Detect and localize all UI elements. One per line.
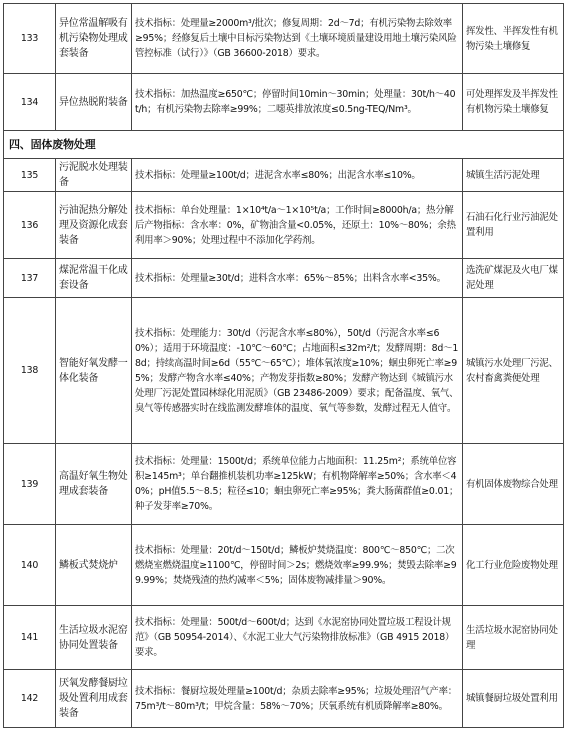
application-scope: 挥发性、半挥发性有机物污染土壤修复 — [463, 4, 564, 74]
section-header-row — [4, 131, 564, 159]
row-number: 139 — [4, 444, 56, 525]
application-scope: 选洗矿煤泥及火电厂煤泥处理 — [463, 259, 564, 298]
application-scope: 城镇污水处理厂污泥、农村畜禽粪便处理 — [463, 298, 564, 444]
equipment-table — [3, 3, 564, 728]
table-row — [4, 259, 564, 298]
equipment-name: 异位常温解吸有机污染物处理成套装备 — [56, 4, 132, 74]
application-scope: 生活垃圾水泥窑协同处理 — [463, 606, 564, 670]
table-row — [4, 606, 564, 670]
application-scope: 化工行业危险废物处理 — [463, 525, 564, 606]
row-number: 138 — [4, 298, 56, 444]
application-scope: 有机固体废物综合处理 — [463, 444, 564, 525]
technical-spec: 技术指标：单台处理量：1×10⁴t/a～1×10⁵t/a；工作时间≥8000h/a；热分解后产物指标：含水率：0%，矿物油含量<0.05%，还原土：10%～80%；余热利用率＞90%；处理过程中不添加化学药剂。 — [132, 192, 463, 259]
technical-spec: 技术指标：处理量≥100t/d；进泥含水率≤80%；出泥含水率≤10%。 — [132, 159, 463, 192]
table-row — [4, 4, 564, 74]
row-number: 135 — [4, 159, 56, 192]
equipment-name: 煤泥常温干化成套设备 — [56, 259, 132, 298]
table-row — [4, 159, 564, 192]
equipment-name: 厌氧发酵餐厨垃圾处置利用成套装备 — [56, 670, 132, 728]
row-number: 136 — [4, 192, 56, 259]
technical-spec: 技术指标：餐厨垃圾处理量≥100t/d；杂质去除率≥95%；垃圾处理沼气产率：75m³/t～80m³/t；甲烷含量：58%～70%；厌氧系统有机质降解率≥80%。 — [132, 670, 463, 728]
application-scope: 可处理挥发及半挥发性有机物污染土壤修复 — [463, 74, 564, 131]
equipment-name: 污泥脱水处理装备 — [56, 159, 132, 192]
row-number: 142 — [4, 670, 56, 728]
technical-spec: 技术指标：处理量≥30t/d；进料含水率：65%～85%；出料含水率<35%。 — [132, 259, 463, 298]
technical-spec: 技术指标：处理量：1500t/d；系统单位能力占地面积：11.25m²；系统单位容积≥145m³；单台翻推机装机功率≥125kW；有机物降解率≥50%；含水率＜40%；pH值5.5～8.5；粒径≤10；蛔虫卵死亡率≥95%；粪大肠菌群值≥0.01；种子发芽率≥70%。 — [132, 444, 463, 525]
technical-spec: 技术指标：处理量：20t/d～150t/d；鳞板炉焚烧温度：800℃～850℃；二次燃烧室燃烧温度≥1100℃，停留时间＞2s；燃烧效率≥99.9%；焚毁去除率≥99.99%；焚烧残渣的热灼减率＜5%；固体废物减排量＞90%。 — [132, 525, 463, 606]
technical-spec: 技术指标：处理量：500t/d～600t/d；达到《水泥窑协同处置垃圾工程设计规范》（GB 50954-2014）、《水泥工业大气污染物排放标准》（GB 4915 2018）要求。 — [132, 606, 463, 670]
application-scope: 石油石化行业污油泥处置利用 — [463, 192, 564, 259]
row-number: 140 — [4, 525, 56, 606]
row-number: 137 — [4, 259, 56, 298]
table-row — [4, 298, 564, 444]
table-row — [4, 192, 564, 259]
table-row — [4, 444, 564, 525]
technical-spec: 技术指标：处理能力：30t/d（污泥含水率≤80%），50t/d（污泥含水率≤60%）；适用于环境温度：-10℃～60℃；占地面积≤32m²/t；发酵周期：8d～18d；持续高温时间≥6d（55℃～65℃）；堆体氧浓度≥10%；蛔虫卵死亡率≥95%；发酵产物含水率≤40%；产物发芽指数≥80%；发酵产物达到《城镇污水处理厂污泥处置园林绿化用泥质》（GB 23486-2009）要求；配备温度、氧气、臭气等传感器实时在线监测发酵堆体的温度、氧气等参数，发酵过程无人值守。 — [132, 298, 463, 444]
table-row — [4, 670, 564, 728]
table-row — [4, 74, 564, 131]
equipment-name: 异位热脱附装备 — [56, 74, 132, 131]
section-title: 四、固体废物处理 — [4, 131, 564, 159]
technical-spec: 技术指标：处理量≥2000m³/批次；修复周期：2d～7d；有机污染物去除效率≥95%；经修复后土壤中目标污染物达到《土壤环境质量建设用地土壤污染风险管控标准（试行）》（GB 36600-2018）要求。 — [132, 4, 463, 74]
equipment-name: 鳞板式焚烧炉 — [56, 525, 132, 606]
row-number: 133 — [4, 4, 56, 74]
equipment-name: 生活垃圾水泥窑协同处置装备 — [56, 606, 132, 670]
technical-spec: 技术指标：加热温度≥650℃；停留时间10min～30min；处理量：30t/h～40t/h；有机污染物去除率≥99%；二噁英排放浓度≤0.5ng-TEQ/Nm³。 — [132, 74, 463, 131]
application-scope: 城镇餐厨垃圾处置利用 — [463, 670, 564, 728]
equipment-name: 智能好氧发酵一体化装备 — [56, 298, 132, 444]
row-number: 141 — [4, 606, 56, 670]
equipment-name: 高温好氧生物处理成套装备 — [56, 444, 132, 525]
row-number: 134 — [4, 74, 56, 131]
application-scope: 城镇生活污泥处理 — [463, 159, 564, 192]
equipment-name: 污油泥热分解处理及资源化成套装备 — [56, 192, 132, 259]
table-row — [4, 525, 564, 606]
